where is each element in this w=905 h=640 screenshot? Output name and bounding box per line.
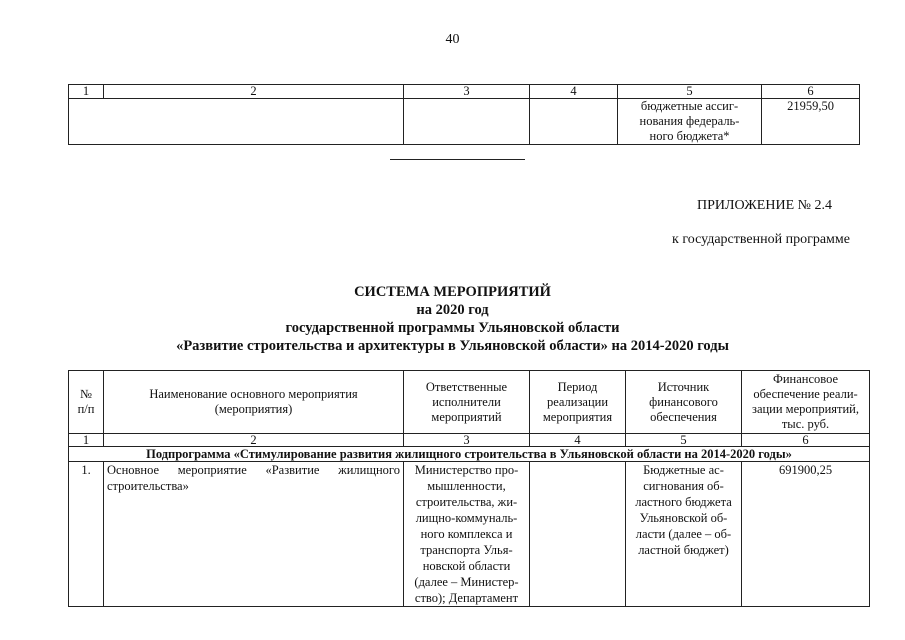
document-title-program-name: «Развитие строительства и архитектуры в Ульяновской области» на 2014-2020 годы [176, 338, 729, 354]
funding-source-cell: бюджетные ассиг- нования федераль- ного бюджета* [618, 99, 762, 145]
column-number: 3 [404, 434, 530, 447]
period-cell [530, 462, 626, 607]
column-number: 5 [626, 434, 742, 447]
document-title: СИСТЕМА МЕРОПРИЯТИЙ [354, 284, 551, 300]
amount-cell: 691900,25 [742, 462, 870, 607]
subprogram-row [69, 447, 870, 462]
amount-cell: 21959,50 [762, 99, 860, 145]
appendix-subtitle: к государственной программе [672, 232, 850, 247]
header-funding-amount: Финансовое обеспечение реали- зации мероприятий, тыс. руб. [742, 371, 870, 434]
header-period: Период реализации мероприятия [530, 371, 626, 434]
document-title-program: государственной программы Ульяновской области [285, 320, 620, 336]
column-number: 1 [69, 85, 104, 99]
measures-table [68, 370, 870, 607]
subprogram-title: Подпрограмма «Стимулирование развития жилищного строительства в Ульяновской области на 2014-2020 годы» [69, 447, 870, 462]
column-number: 6 [762, 85, 860, 99]
table-column-numbers-row [69, 85, 860, 99]
column-number: 2 [104, 85, 404, 99]
column-number: 4 [530, 85, 618, 99]
header-number: № п/п [69, 371, 104, 434]
header-executors: Ответственные исполнители мероприятий [404, 371, 530, 434]
document-title-year: на 2020 год [416, 302, 489, 318]
table-header-row [69, 371, 870, 434]
appendix-label: ПРИЛОЖЕНИЕ № 2.4 [697, 198, 832, 213]
measure-name-cell: Основное мероприятие «Развитие жилищного строительства» [104, 462, 404, 607]
column-number: 6 [742, 434, 870, 447]
separator-line [390, 159, 525, 160]
table-column-numbers-row [69, 434, 870, 447]
table-cell-empty [404, 99, 530, 145]
column-number: 4 [530, 434, 626, 447]
table-row [69, 99, 860, 145]
row-number: 1. [69, 462, 104, 607]
page-number: 40 [445, 32, 460, 47]
column-number: 1 [69, 434, 104, 447]
header-measure-name: Наименование основного мероприятия (мероприятия) [104, 371, 404, 434]
funding-source-cell: Бюджетные ас- сигнования об- ластного бюджета Ульяновской об- ласти (далее – об- ластной бюджет) [626, 462, 742, 607]
column-number: 2 [104, 434, 404, 447]
table-cell-empty [530, 99, 618, 145]
column-number: 3 [404, 85, 530, 99]
continuation-table [68, 84, 860, 145]
table-row [69, 462, 870, 607]
header-funding-source: Источник финансового обеспечения [626, 371, 742, 434]
column-number: 5 [618, 85, 762, 99]
executor-cell: Министерство про- мышленности, строительства, жи- лищно-коммуналь- ного комплекса и транспорта Улья- новской области (далее – Министер- ство); Департамент [404, 462, 530, 607]
table-cell-empty [69, 99, 404, 145]
